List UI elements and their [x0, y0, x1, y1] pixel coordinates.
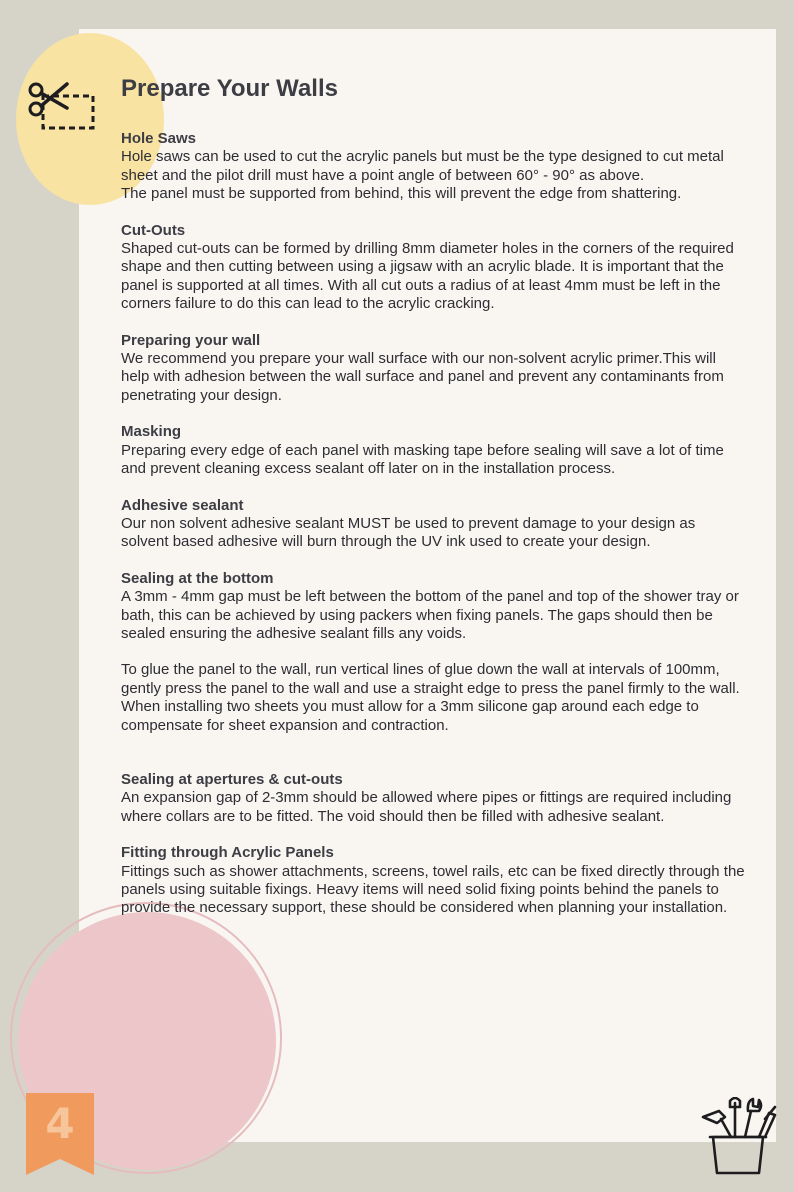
page-title: Prepare Your Walls	[121, 75, 338, 102]
section-paragraph: Our non solvent adhesive sealant MUST be used to prevent damage to your design as solvent based adhesive will burn through the UV ink used to create your design.	[121, 514, 696, 551]
section-heading: Fitting through Acrylic Panels	[121, 844, 334, 862]
section-paragraph: An expansion gap of 2-3mm should be allowed where pipes or fittings are required including where collars are to be fitted. The void should then be filled with adhesive sealant.	[121, 789, 732, 825]
section-fitting-through-panels	[121, 844, 746, 918]
tools-bucket-icon	[699, 1097, 777, 1175]
section-paragraph: We recommend you prepare your wall surface with our non-solvent acrylic primer.This will help with adhesion between the wall surface and panel and prevent any contaminants from penetrating your design.	[121, 350, 724, 404]
section-heading: Adhesive sealant	[121, 496, 244, 514]
section-heading: Hole Saws	[121, 130, 197, 147]
section-adhesive-sealant	[121, 497, 746, 552]
section-glue-panel	[121, 661, 746, 735]
section-paragraph: Shaped cut-outs can be formed by drilling 8mm diameter holes in the corners of the required shape and then cutting between using a jigsaw with an acrylic blade. It is important that the panel is supported at all times. With all cut outs a radius of at least 4mm must be left in the corners failure to do this can lead to the acrylic cracking.	[121, 240, 734, 313]
section-heading: Sealing at the bottom	[121, 569, 274, 587]
section-cut-outs	[121, 222, 746, 314]
section-preparing-wall	[121, 332, 746, 406]
section-paragraph: Hole saws can be used to cut the acrylic panels but must be the type designed to cut metal sheet and the pilot drill must have a point angle of between 60° - 90° as above.	[121, 148, 724, 184]
section-heading: Preparing your wall	[121, 331, 261, 349]
section-hole-saws	[121, 130, 746, 204]
section-paragraph: When installing two sheets you must allow for a 3mm silicone gap around each edge to compensate for sheet expansion and contraction.	[121, 698, 699, 734]
scissors-icon	[27, 80, 95, 132]
section-sealing-apertures	[121, 771, 746, 826]
spacer	[121, 753, 746, 771]
section-sealing-bottom	[121, 570, 746, 644]
content-column	[121, 74, 746, 936]
section-heading: Sealing at apertures & cut-outs	[121, 770, 343, 788]
section-paragraph: The panel must be supported from behind, this will prevent the edge from shattering.	[121, 185, 682, 203]
page-number: 4	[45, 1099, 75, 1148]
section-paragraph: Fittings such as shower attachments, screens, towel rails, etc can be fixed directly through the panels using suitable fixings. Heavy items will need solid fixing points behind the panels to provide the necessary support, these should be considered when planning your installation.	[121, 862, 745, 917]
section-heading: Masking	[121, 423, 182, 441]
section-masking	[121, 423, 746, 478]
section-heading: Cut-Outs	[121, 221, 186, 239]
section-paragraph: To glue the panel to the wall, run vertical lines of glue down the wall at intervals of 100mm, gently press the panel to the wall and use a straight edge to press the panel firmly to the wall.	[121, 661, 740, 697]
section-paragraph: A 3mm - 4mm gap must be left between the bottom of the panel and top of the shower tray or bath, this can be achieved by using packers when fixing panels. The gaps should then be sealed ensuring the adhesive sealant fills any voids.	[121, 588, 739, 642]
section-paragraph: Preparing every edge of each panel with masking tape before sealing will save a lot of time and prevent cleaning excess sealant off later on in the installation process.	[121, 441, 724, 478]
